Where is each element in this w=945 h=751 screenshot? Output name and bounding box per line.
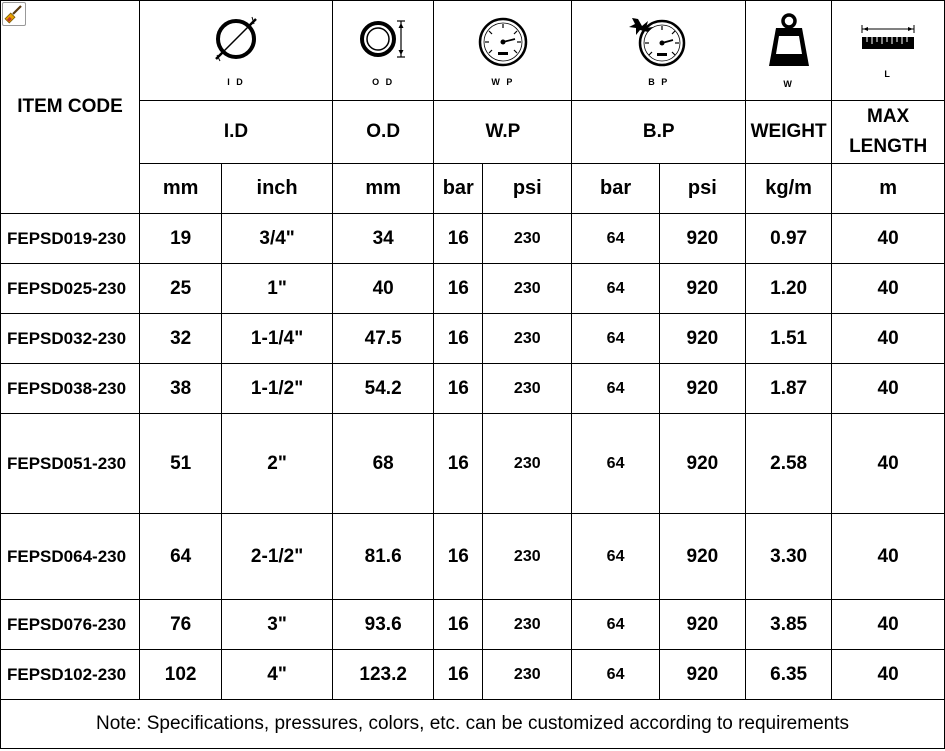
- table-row: [1, 214, 945, 264]
- cell-wp-psi: 230: [483, 364, 572, 414]
- cell-bp-psi: 920: [659, 214, 745, 264]
- burst-gauge-icon: [624, 15, 694, 70]
- cell-bp-bar: 64: [572, 314, 659, 364]
- table-row: [1, 514, 945, 600]
- cell-length: 40: [832, 214, 945, 264]
- cell-wp-psi: 230: [483, 600, 572, 650]
- cell-weight: 3.30: [745, 514, 831, 600]
- cell-length: 40: [832, 314, 945, 364]
- unit-wp-psi: psi: [483, 164, 572, 214]
- id-header: I.D: [140, 101, 333, 164]
- length-icon-cell: [832, 1, 945, 101]
- cell-bp-bar: 64: [572, 264, 659, 314]
- cell-id-inch: 3": [222, 600, 333, 650]
- cell-code: FEPSD064-230: [1, 514, 140, 600]
- max-length-header: MAX LENGTH: [832, 101, 945, 164]
- unit-od-mm: mm: [332, 164, 434, 214]
- od-icon-caption: O D: [372, 76, 395, 87]
- cell-bp-bar: 64: [572, 600, 659, 650]
- cell-code: FEPSD038-230: [1, 364, 140, 414]
- cell-id-inch: 2-1/2": [222, 514, 333, 600]
- cell-wp-bar: 16: [434, 414, 483, 514]
- cell-wp-bar: 16: [434, 214, 483, 264]
- table-row: [1, 414, 945, 514]
- cell-wp-psi: 230: [483, 514, 572, 600]
- table-row: [1, 314, 945, 364]
- item-code-header: ITEM CODE: [1, 1, 140, 214]
- wp-header: W.P: [434, 101, 572, 164]
- cell-weight: 1.87: [745, 364, 831, 414]
- wp-icon-caption: W P: [491, 76, 515, 87]
- cell-bp-psi: 920: [659, 264, 745, 314]
- table-row: [1, 264, 945, 314]
- wp-icon-cell: [434, 1, 572, 101]
- cell-weight: 1.20: [745, 264, 831, 314]
- ruler-icon: [858, 22, 918, 62]
- cell-bp-bar: 64: [572, 364, 659, 414]
- cell-weight: 3.85: [745, 600, 831, 650]
- cell-length: 40: [832, 364, 945, 414]
- cell-bp-bar: 64: [572, 514, 659, 600]
- table-row: [1, 600, 945, 650]
- cell-wp-bar: 16: [434, 314, 483, 364]
- cell-id-inch: 1-1/2": [222, 364, 333, 414]
- weight-icon-caption: W: [783, 79, 794, 89]
- weight-header: WEIGHT: [745, 101, 831, 164]
- bp-icon-caption: B P: [648, 76, 670, 87]
- unit-wp-bar: bar: [434, 164, 483, 214]
- unit-length: m: [832, 164, 945, 214]
- cell-od-mm: 81.6: [332, 514, 434, 600]
- cell-bp-psi: 920: [659, 314, 745, 364]
- weight-icon: [764, 12, 814, 72]
- cell-length: 40: [832, 514, 945, 600]
- cell-length: 40: [832, 650, 945, 700]
- cell-wp-psi: 230: [483, 650, 572, 700]
- cell-od-mm: 34: [332, 214, 434, 264]
- cell-id-mm: 38: [140, 364, 222, 414]
- cell-id-mm: 19: [140, 214, 222, 264]
- cell-bp-psi: 920: [659, 414, 745, 514]
- od-header: O.D: [332, 101, 434, 164]
- cell-id-mm: 76: [140, 600, 222, 650]
- cell-od-mm: 47.5: [332, 314, 434, 364]
- weight-icon-cell: [745, 1, 831, 101]
- unit-id-inch: inch: [222, 164, 333, 214]
- cell-code: FEPSD051-230: [1, 414, 140, 514]
- id-icon-cell: [140, 1, 333, 101]
- unit-bp-psi: psi: [659, 164, 745, 214]
- cell-code: FEPSD019-230: [1, 214, 140, 264]
- table-row: [1, 650, 945, 700]
- cell-bp-psi: 920: [659, 514, 745, 600]
- cell-weight: 2.58: [745, 414, 831, 514]
- bp-icon-cell: [572, 1, 746, 101]
- table-row: [1, 364, 945, 414]
- cell-weight: 0.97: [745, 214, 831, 264]
- cell-code: FEPSD102-230: [1, 650, 140, 700]
- cell-id-inch: 3/4": [222, 214, 333, 264]
- unit-weight: kg/m: [745, 164, 831, 214]
- cell-wp-psi: 230: [483, 264, 572, 314]
- cell-wp-bar: 16: [434, 514, 483, 600]
- cell-bp-bar: 64: [572, 414, 659, 514]
- cell-wp-bar: 16: [434, 264, 483, 314]
- cell-length: 40: [832, 600, 945, 650]
- cell-id-inch: 2": [222, 414, 333, 514]
- cell-bp-bar: 64: [572, 650, 659, 700]
- cell-od-mm: 93.6: [332, 600, 434, 650]
- cell-weight: 6.35: [745, 650, 831, 700]
- cell-od-mm: 68: [332, 414, 434, 514]
- od-icon-cell: [332, 1, 434, 101]
- cell-wp-psi: 230: [483, 414, 572, 514]
- hose-inner-diameter-icon: [206, 15, 266, 70]
- cell-bp-bar: 64: [572, 214, 659, 264]
- cell-code: FEPSD025-230: [1, 264, 140, 314]
- cell-length: 40: [832, 414, 945, 514]
- cell-length: 40: [832, 264, 945, 314]
- unit-id-mm: mm: [140, 164, 222, 214]
- hose-outer-diameter-icon: [353, 15, 413, 70]
- cell-bp-psi: 920: [659, 600, 745, 650]
- cell-id-mm: 102: [140, 650, 222, 700]
- length-icon-caption: L: [884, 69, 892, 79]
- cell-id-inch: 1": [222, 264, 333, 314]
- cell-wp-bar: 16: [434, 364, 483, 414]
- cell-wp-bar: 16: [434, 650, 483, 700]
- cell-weight: 1.51: [745, 314, 831, 364]
- cell-wp-psi: 230: [483, 314, 572, 364]
- cell-id-inch: 4": [222, 650, 333, 700]
- cell-od-mm: 123.2: [332, 650, 434, 700]
- paint-brush-icon[interactable]: [2, 2, 26, 26]
- cell-od-mm: 40: [332, 264, 434, 314]
- cell-wp-psi: 230: [483, 214, 572, 264]
- cell-id-mm: 25: [140, 264, 222, 314]
- cell-id-mm: 32: [140, 314, 222, 364]
- cell-id-inch: 1-1/4": [222, 314, 333, 364]
- pressure-gauge-icon: [473, 15, 533, 70]
- cell-od-mm: 54.2: [332, 364, 434, 414]
- cell-id-mm: 64: [140, 514, 222, 600]
- cell-wp-bar: 16: [434, 600, 483, 650]
- cell-id-mm: 51: [140, 414, 222, 514]
- cell-bp-psi: 920: [659, 650, 745, 700]
- customization-note: Note: Specifications, pressures, colors, etc. can be customized according to requirements: [1, 700, 945, 749]
- paint-brush-glyph: [3, 3, 25, 25]
- cell-code: FEPSD032-230: [1, 314, 140, 364]
- unit-bp-bar: bar: [572, 164, 659, 214]
- id-icon-caption: I D: [227, 76, 245, 87]
- cell-code: FEPSD076-230: [1, 600, 140, 650]
- cell-bp-psi: 920: [659, 364, 745, 414]
- bp-header: B.P: [572, 101, 746, 164]
